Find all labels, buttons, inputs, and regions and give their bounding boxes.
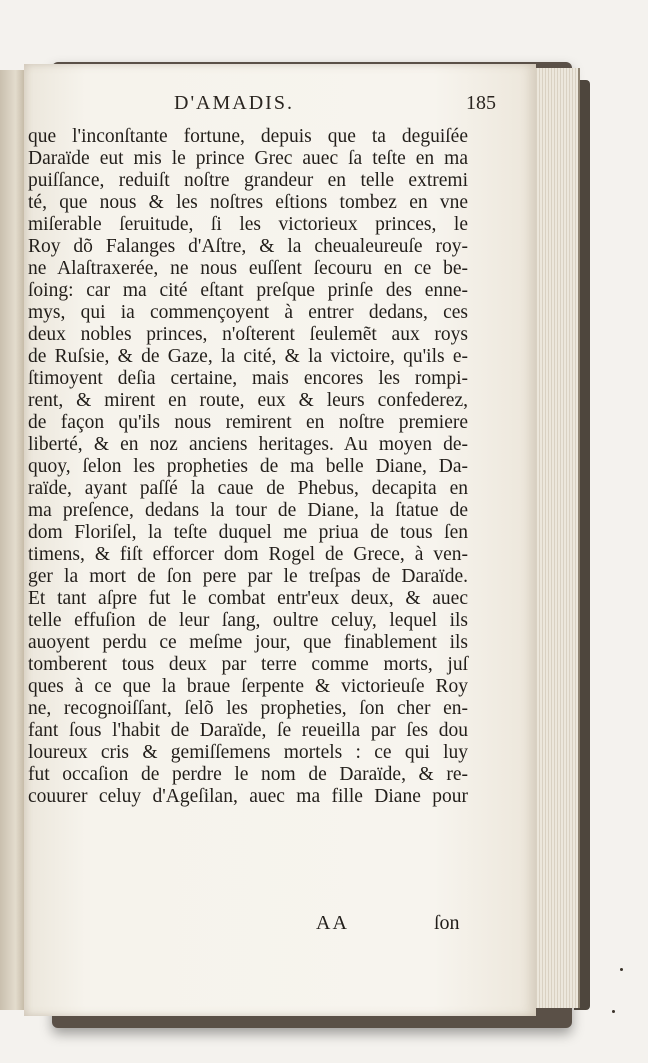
text-line: ques à ce que la braue ſerpente & victorieuſe Roy [28,676,468,697]
text-line: ma preſence, dedans la tour de Diane, la ſtatue de [28,500,468,521]
text-line: miſerable ſeruitude, ſi les victorieux princes, le [28,214,468,235]
text-line: de façon qu'ils nous remirent en noſtre premiere [28,412,468,433]
page-header [24,92,536,118]
text-line: ſoing: car ma cité eſtant preſque prinſe des enne- [28,280,468,301]
text-line: Roy dõ Falanges d'Aſtre, & la cheualeureuſe roy- [28,236,468,257]
signature-mark: AA [316,912,349,934]
text-line: rent, & mirent en route, eux & leurs confederez, [28,390,468,411]
text-line: raïde, ayant paſſé la caue de Phebus, decapita en [28,478,468,499]
body-text [24,126,494,808]
text-line: fut occaſion de perdre le nom de Daraïde, & re- [28,764,468,785]
text-line: loureux cris & gemiſſemens mortels : ce qui luy [28,742,468,763]
text-line: dom Floriſel, la teſte duquel me priua de tous ſen [28,522,468,543]
page-number: 185 [466,92,496,114]
text-line: ne Alaſtraxerée, ne nous euſſent ſecouru en ce be- [28,258,468,279]
text-line: telle effuſion de leur ſang, oultre celuy, lequel ils [28,610,468,631]
dust-speck [620,968,623,971]
text-line: Et tant aſpre fut le combat entr'eux deux, & auec [28,588,468,609]
text-line: que l'inconſtante fortune, depuis que ta deguiſée [28,126,468,147]
text-line: té, que nous & les noſtres eſtions tombez en vne [28,192,468,213]
text-line: de Ruſsie, & de Gaze, la cité, & la victoire, qu'ils e- [28,346,468,367]
text-line: puiſſance, reduiſt noſtre grandeur en telle extremi [28,170,468,191]
text-line: fant ſous l'habit de Daraïde, ſe reueilla par ſes dou [28,720,468,741]
text-line: quoy, ſelon les propheties de ma belle Diane, Da- [28,456,468,477]
text-line: timens, & fiſt efforcer dom Rogel de Grece, à ven- [28,544,468,565]
text-line: liberté, & en noz anciens heritages. Au moyen de- [28,434,468,455]
page-footer [24,912,536,938]
text-line: auoyent perdu ce meſme jour, que finablement ils [28,632,468,653]
text-line: mys, qui ia commençoyent à entrer dedans, ces [28,302,468,323]
text-line: Daraïde eut mis le prince Grec auec ſa teſte en ma [28,148,468,169]
dust-speck [612,1010,615,1013]
book-binding [0,70,27,1010]
text-line: tomberent tous deux par terre comme morts, juſ [28,654,468,675]
text-line: ſtimoyent deſia certaine, mais encores les rompi- [28,368,468,389]
catchword: ſon [434,912,460,934]
text-line: ger la mort de ſon pere par le treſpas de Daraïde. [28,566,468,587]
text-line: ne, recognoiſſant, ſelõ les propheties, ſon cher en- [28,698,468,719]
text-line: deux nobles princes, n'oſterent ſeulemẽt aux roys [28,324,468,345]
running-title: D'AMADIS. [174,92,294,114]
book-page [24,64,536,1016]
text-line: couurer celuy d'Ageſilan, auec ma fille Diane pour [28,786,468,807]
